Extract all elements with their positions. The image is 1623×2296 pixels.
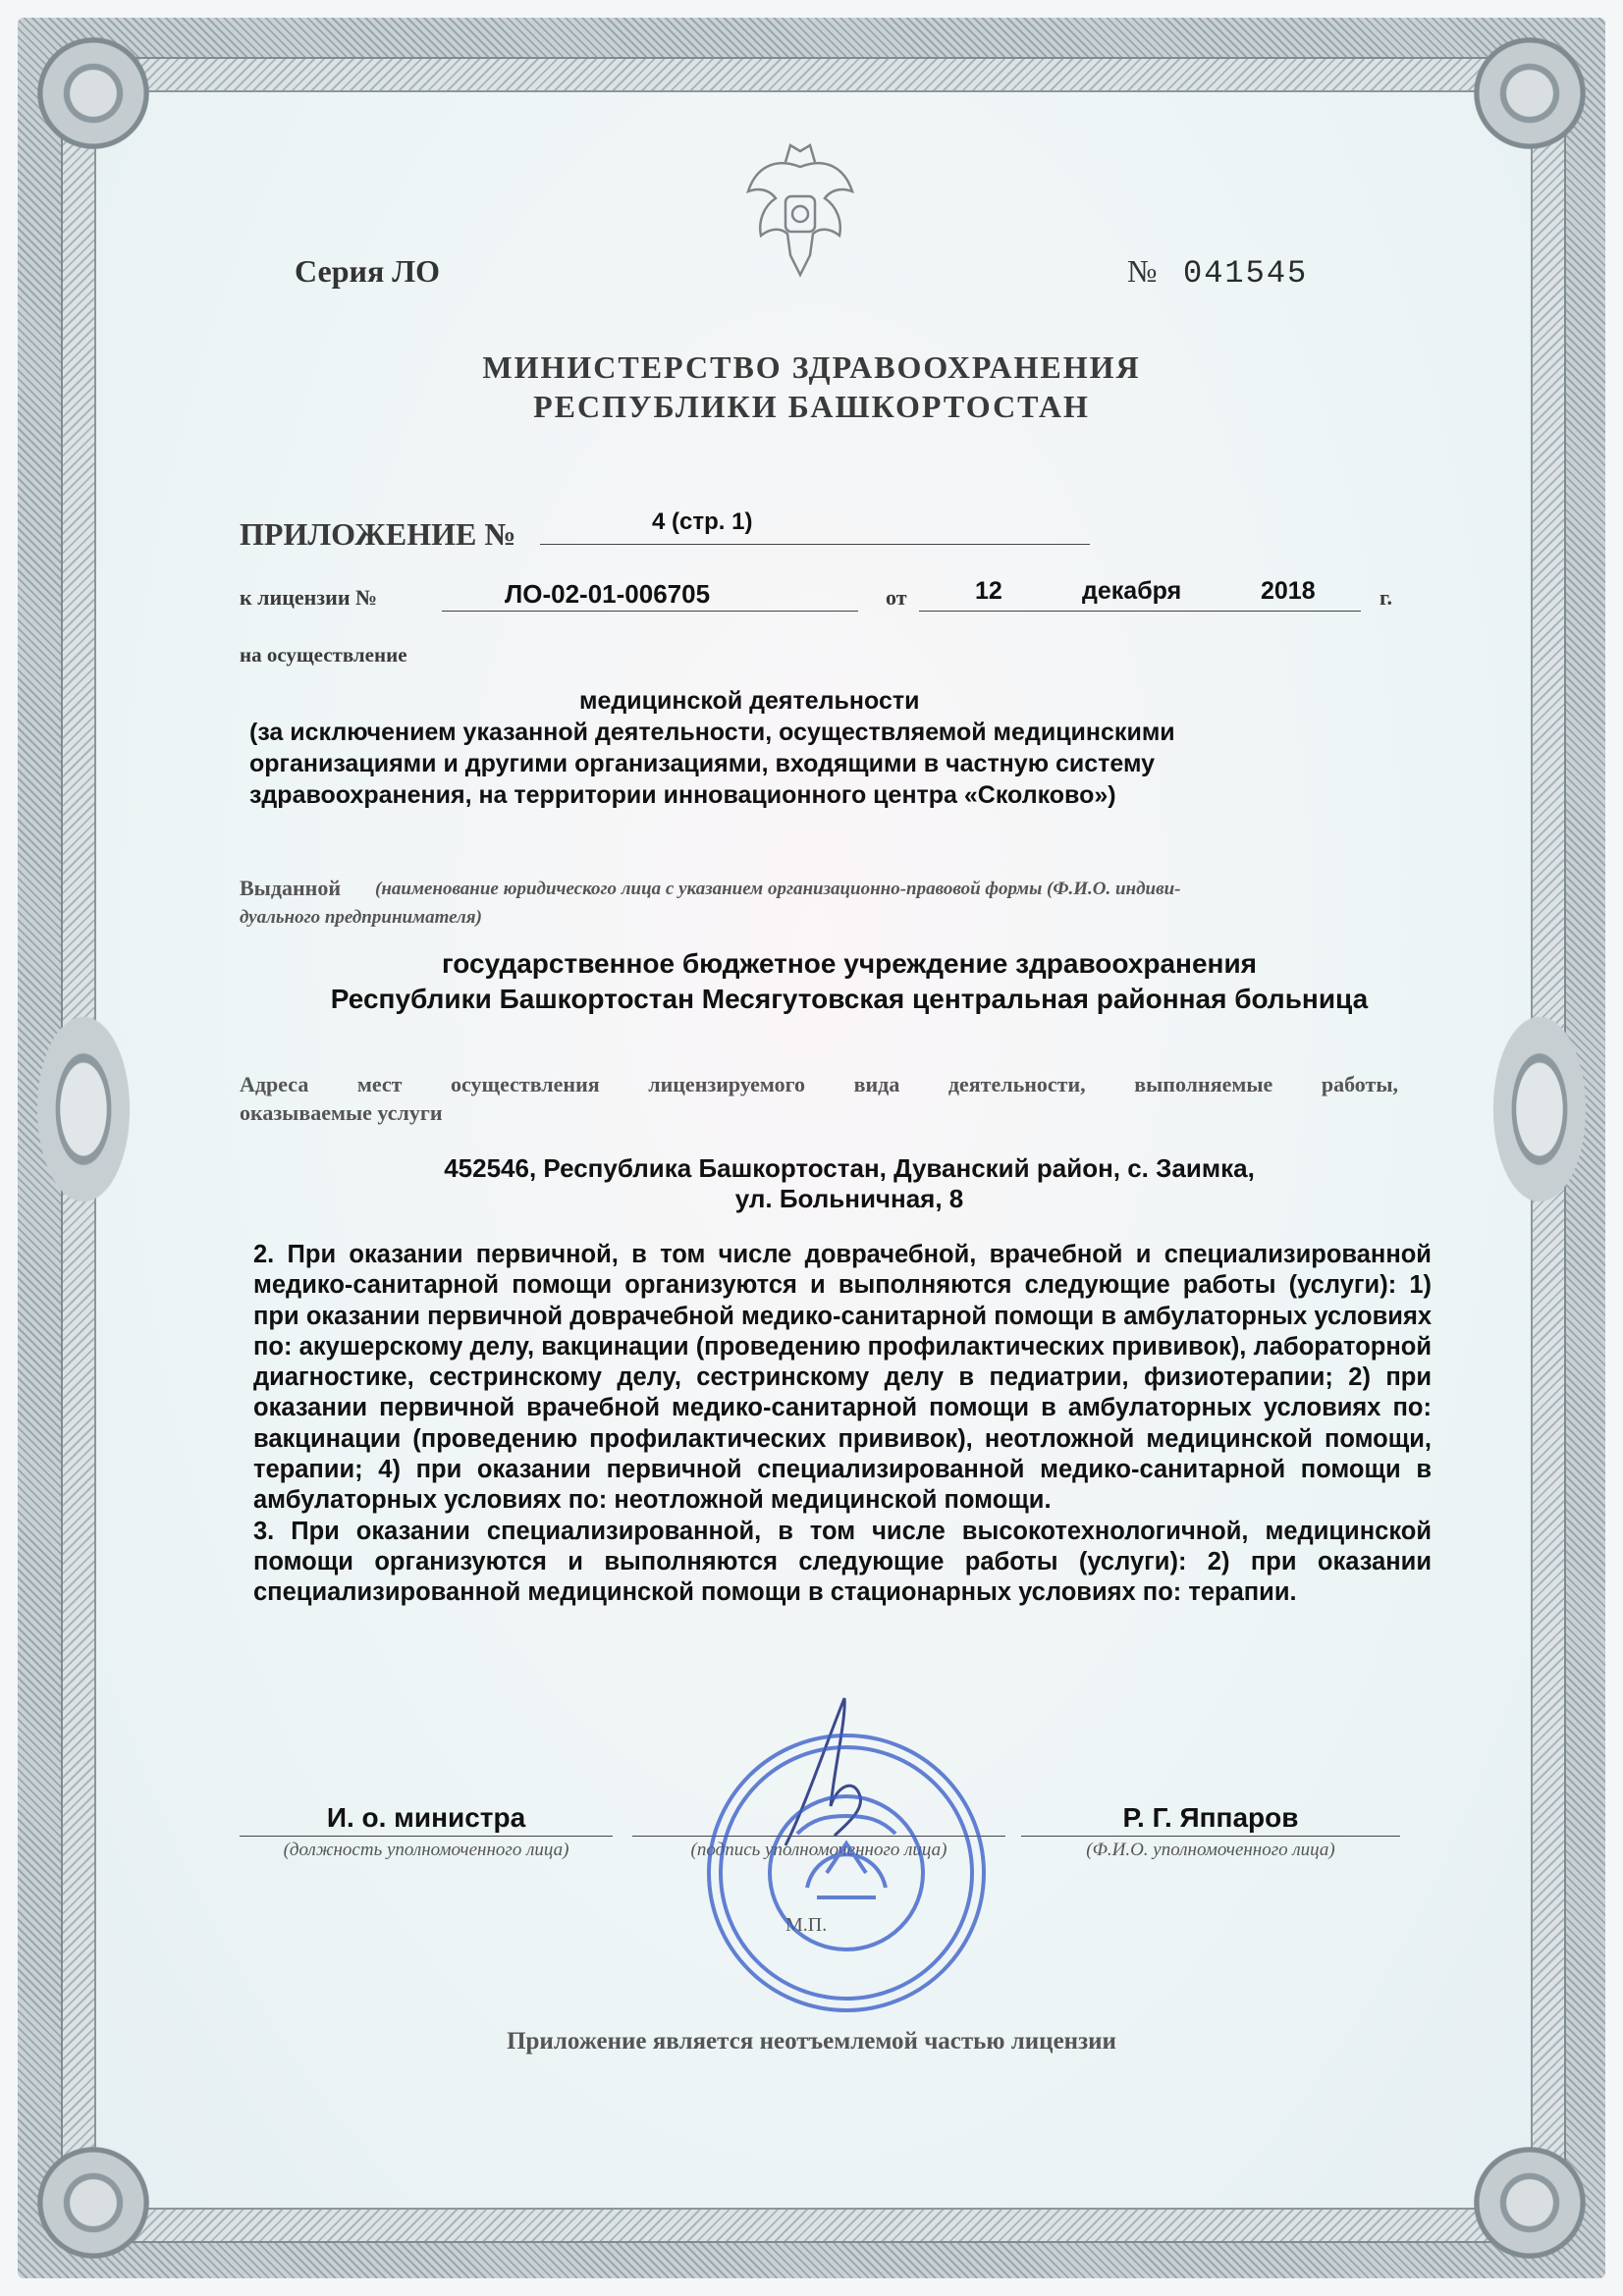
corner-ornament-icon <box>1456 2129 1603 2276</box>
organization-name-line2: Республики Башкортостан Месягутовская центральная районная больница <box>330 984 1369 1014</box>
appendix-value: 4 (стр. 1) <box>652 508 753 535</box>
license-month: декабря <box>1082 577 1182 605</box>
organization-name-line1: государственное бюджетное учреждение здравоохранения <box>441 948 1257 979</box>
position-underline <box>240 1802 613 1837</box>
appendix-underline <box>540 510 1090 545</box>
corner-ornament-icon <box>20 2129 167 2276</box>
coat-of-arms-icon <box>736 137 864 285</box>
services-paragraph: 2. При оказании первичной, в том числе доврачебной, врачебной и специализированной медико-санитарной помощи организуются и выполняются следующие работы (услуги): 1) при оказании первичной доврачебной медико-санитарной помощи в амбулаторных условиях по: акушерскому делу, вакцинации (проведению профилактических прививок), лабораторной диагностике, сестринскому делу, сестринскому делу в педиатрии, физиотерапии; 2) при оказании первичной врачебной медико-санитарной помощи в амбулаторных условиях по: вакцинации (проведению профилактических прививок), неотложной медицинской помощи, терапии; 4) при оказании первичной специализированной медико-санитарной помощи в амбулаторных условиях по: неотложной медицинской помощи. <box>253 1241 1432 1515</box>
footer-note: Приложение является неотъемлемой частью лицензии <box>507 2028 1116 2055</box>
license-year: 2018 <box>1261 577 1316 605</box>
number-label: № <box>1127 253 1158 289</box>
address-line1: 452546, Республика Башкортостан, Дуванский район, с. Заимка, <box>444 1153 1255 1183</box>
services-text <box>253 1240 1432 1609</box>
official-stamp-icon <box>699 1726 994 2020</box>
issued-hint-line1: (наименование юридического лица с указанием организационно-правовой формы (Ф.И.О. индиви- <box>375 879 1181 899</box>
series-label: Серия ЛО <box>295 253 440 289</box>
signatory-name: Р. Г. Яппаров <box>1122 1802 1299 1833</box>
issued-label: Выданной <box>240 876 342 900</box>
signatory-position: И. о. министра <box>326 1802 526 1833</box>
activity-line: медицинской деятельности <box>579 687 920 715</box>
form-number: 041545 <box>1183 255 1309 292</box>
signature-caption: (подпись уполномоченного лица) <box>690 1840 947 1860</box>
ministry-title-line1: МИНИСТЕРСТВО ЗДРАВООХРАНЕНИЯ <box>482 349 1141 385</box>
address-line2: ул. Больничная, 8 <box>734 1184 964 1213</box>
license-from-label: от <box>886 585 907 610</box>
license-number: ЛО-02-01-006705 <box>505 579 711 609</box>
name-caption: (Ф.И.О. уполномоченного лица) <box>1086 1840 1335 1860</box>
seal-place-label: М.П. <box>785 1914 828 1936</box>
activity-line: (за исключением указанной деятельности, осуществляемой медицинскими <box>249 719 1175 746</box>
license-day: 12 <box>975 577 1002 605</box>
appendix-label: ПРИЛОЖЕНИЕ № <box>240 516 516 552</box>
license-label: к лицензии № <box>240 585 378 610</box>
corner-ornament-icon <box>20 20 167 167</box>
ministry-title-line2: РЕСПУБЛИКИ БАШКОРТОСТАН <box>533 389 1090 424</box>
corner-ornament-icon <box>1456 20 1603 167</box>
license-year-suffix: г. <box>1380 585 1393 610</box>
address-label-line2: оказываемые услуги <box>240 1100 443 1125</box>
name-underline <box>1021 1802 1400 1837</box>
activity-line: здравоохранения, на территории инновационного центра «Сколково») <box>249 781 1116 809</box>
position-caption: (должность уполномоченного лица) <box>283 1840 569 1860</box>
address-label-line1: Адреса мест осуществления лицензируемого вида деятельности, выполняемые работы, <box>240 1072 1398 1096</box>
issued-hint-line2: дуального предпринимателя) <box>240 907 482 928</box>
services-paragraph: 3. При оказании специализированной, в том числе высокотехнологичной, медицинской помощи организуются и выполняются следующие работы (услуги): 2) при оказании специализированной медицинской помощи в стационарных условиях по: терапии. <box>253 1517 1432 1607</box>
activity-label: на осуществление <box>240 643 407 667</box>
activity-line: организациями и другими организациями, входящими в частную систему <box>249 750 1156 777</box>
